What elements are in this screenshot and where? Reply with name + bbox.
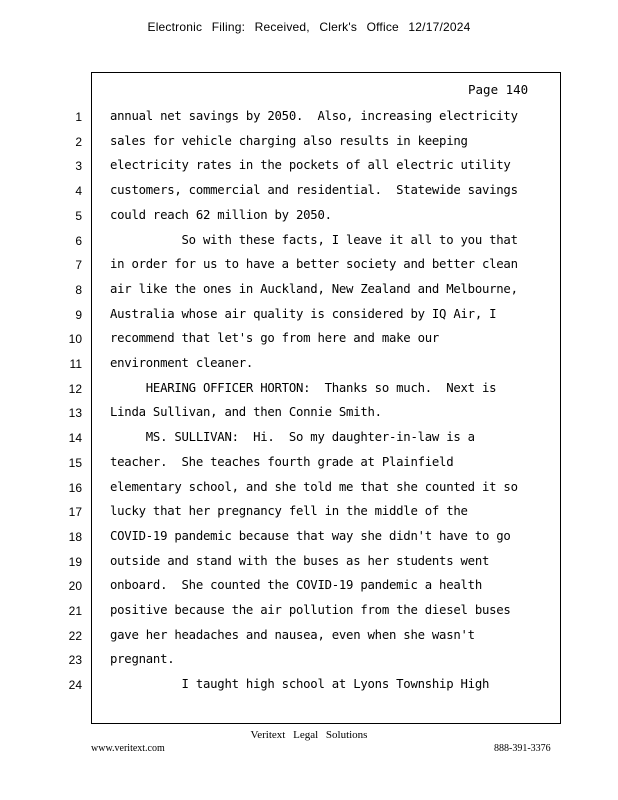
transcript-line-text: MS. SULLIVAN: Hi. So my daughter-in-law is a <box>110 430 475 444</box>
line-number: 9 <box>75 308 82 322</box>
line-number: 12 <box>68 382 82 396</box>
line-number: 3 <box>75 159 82 173</box>
line-number: 15 <box>68 456 82 470</box>
transcript-line-text: could reach 62 million by 2050. <box>110 208 332 222</box>
transcript-line-text: electricity rates in the pockets of all electric utility <box>110 158 511 172</box>
line-number: 18 <box>68 530 82 544</box>
line-number: 13 <box>68 406 82 420</box>
line-number: 23 <box>68 653 82 667</box>
line-number: 22 <box>68 629 82 643</box>
transcript-line-text: So with these facts, I leave it all to you that <box>110 233 518 247</box>
transcript-line-text: HEARING OFFICER HORTON: Thanks so much. Next is <box>110 381 497 395</box>
transcript-line-text: COVID-19 pandemic because that way she didn't have to go <box>110 529 511 543</box>
transcript-line-text: in order for us to have a better society and better clean <box>110 257 518 271</box>
transcript-line-text: sales for vehicle charging also results in keeping <box>110 134 468 148</box>
line-number: 5 <box>75 209 82 223</box>
line-number: 7 <box>75 258 82 272</box>
transcript-line-text: recommend that let's go from here and make our <box>110 331 440 345</box>
line-number: 16 <box>68 481 82 495</box>
transcript-line-text: environment cleaner. <box>110 356 254 370</box>
footer-website: www.veritext.com <box>91 743 165 754</box>
line-number: 2 <box>75 135 82 149</box>
line-number: 1 <box>75 110 82 124</box>
line-number: 11 <box>69 357 82 371</box>
page-number: Page 140 <box>468 82 529 97</box>
transcript-line-text: annual net savings by 2050. Also, increasing electricity <box>110 109 518 123</box>
transcript-line-text: teacher. She teaches fourth grade at Plainfield <box>110 455 454 469</box>
footer-company-name: Veritext Legal Solutions <box>250 729 368 741</box>
line-number: 14 <box>68 431 82 445</box>
line-number: 19 <box>68 555 82 569</box>
line-number: 21 <box>68 604 82 618</box>
transcript-line-text: air like the ones in Auckland, New Zealand and Melbourne, <box>110 282 518 296</box>
transcript-line-text: pregnant. <box>110 652 175 666</box>
line-number: 4 <box>75 184 82 198</box>
transcript-line-text: elementary school, and she told me that she counted it so <box>110 480 518 494</box>
transcript-line-text: I taught high school at Lyons Township High <box>110 677 490 691</box>
line-number: 10 <box>68 332 82 346</box>
transcript-line-text: customers, commercial and residential. Statewide savings <box>110 183 518 197</box>
transcript-line-text: outside and stand with the buses as her students went <box>110 554 490 568</box>
line-number: 24 <box>68 678 82 692</box>
transcript-line-text: Australia whose air quality is considered by IQ Air, I <box>110 307 497 321</box>
transcript-line-text: lucky that her pregnancy fell in the middle of the <box>110 504 468 518</box>
line-number: 17 <box>68 505 82 519</box>
transcript-line-text: Linda Sullivan, and then Connie Smith. <box>110 405 382 419</box>
transcript-line-text: positive because the air pollution from the diesel buses <box>110 603 511 617</box>
line-number: 20 <box>68 579 82 593</box>
line-number: 6 <box>75 234 82 248</box>
footer-phone: 888-391-3376 <box>494 743 551 754</box>
line-number: 8 <box>75 283 82 297</box>
transcript-line-text: gave her headaches and nausea, even when she wasn't <box>110 628 475 642</box>
filing-stamp-header: Electronic Filing: Received, Clerk's Office 12/17/2024 <box>147 20 471 34</box>
transcript-line-text: onboard. She counted the COVID-19 pandemic a health <box>110 578 482 592</box>
